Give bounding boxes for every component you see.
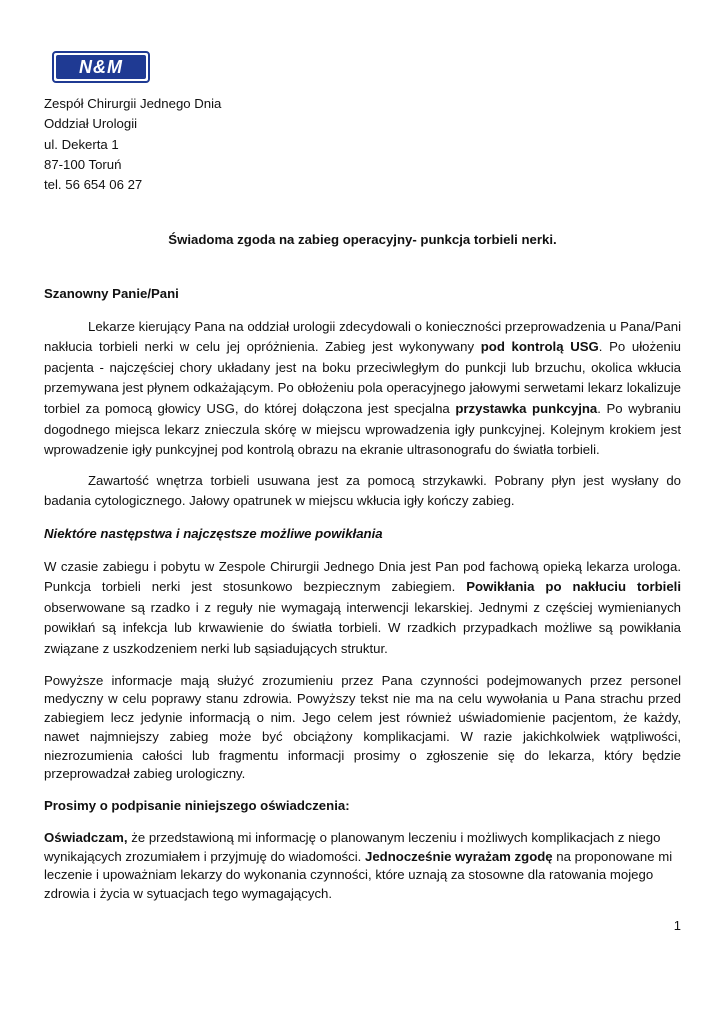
address-line: 87-100 Toruń: [44, 156, 122, 172]
clinic-logo: [52, 51, 150, 83]
address-line: Oddział Urologii: [44, 116, 138, 132]
paragraph-declaration: Oświadczam, że przedstawioną mi informację o planowanym leczeniu i możliwych komplikacjach z niego wynikających zrozumiałem i przyjmuję do wiadomości. Jednocześnie wyrażam zgodę na proponowane mi leczenie i upoważniam lekarzy do wykonania czynności, które uznają za stosowne dla ratowania mojego zdrowia i życia w sytuacjach tego wymagających.: [44, 829, 673, 902]
signature-request: Prosimy o podpisanie niniejszego oświadczenia:: [44, 798, 350, 814]
paragraph-aspiration: Zawartość wnętrza torbieli usuwana jest za pomocą strzykawki. Pobrany płyn jest wysłany do badania cytologicznego. Jałowy opatrunek w miejscu wkłucia igły kończy zabieg.: [44, 472, 681, 509]
clinic-address: [44, 94, 221, 195]
page-number: 1: [673, 918, 681, 933]
paragraph-procedure: Lekarze kierujący Pana na oddział urologii zdecydowali o konieczności przeprowadzenia u Pana/Pani nakłucia torbieli nerki w celu jej opróżnienia. Zabieg jest wykonywany pod kontrolą USG. Po ułożeniu pacjenta - najczęściej chory układany jest na boku przeciwległym do punkcji lub brzuchu, okolica wkłucia przemywana jest płynem odkażającym. Po obłożeniu pola operacyjnego jałowymi serwetami lekarz lokalizuje torbiel za pomocą głowicy USG, do której dołączona jest specjalna przystawka punkcyjna. Po wybraniu dogodnego miejsca lekarz znieczula skórę w miejscu wprowadzenia igły punkcyjnej. Kolejnym krokiem jest wprowadzenie igły punkcyjnej pod kontrolą obrazu na ekranie ultrasonografu do światła torbieli.: [44, 318, 682, 458]
greeting: Szanowny Panie/Pani: [44, 286, 179, 301]
address-line: ul. Dekerta 1: [44, 136, 119, 152]
paragraph-information: Powyższe informacje mają służyć zrozumieniu przez Pana czynności podejmowanych przez personel medyczny w celu poprawy stanu zdrowia. Powyższy tekst nie ma na celu wywołania u Pana strachu przed zabiegiem lecz jedynie informacją o nim. Jego celem jest również uświadomienie pacjentom, że każdy, nawet najmniejszy zabieg może być obciążony komplikacjami. W razie jakichkolwiek wątpliwości, niezrozumienia całości lub fragmentu informacji prosimy o zgłoszenie się do lekarza, który będzie przeprowadzał zabieg urologiczny.: [44, 672, 681, 782]
emphasis-usg: pod kontrolą USG: [480, 339, 599, 355]
emphasis-consent: Jednocześnie wyrażam zgodę: [365, 848, 553, 864]
section-heading: Niektóre następstwa i najczęstsze możliwe powikłania: [44, 525, 383, 541]
document-title: Świadoma zgoda na zabieg operacyjny- punkcja torbieli nerki.: [168, 232, 557, 247]
address-line: tel. 56 654 06 27: [44, 177, 143, 193]
address-line: Zespół Chirurgii Jednego Dnia: [44, 96, 222, 111]
emphasis-complications: Powikłania po nakłuciu torbieli: [466, 579, 681, 595]
paragraph-complications: W czasie zabiegu i pobytu w Zespole Chirurgii Jednego Dnia jest Pan pod fachową opieką lekarza urologa. Punkcja torbieli nerki jest stosunkowo bezpiecznym zabiegiem. Powikłania po nakłuciu torbieli obserwowane są rzadko i z reguły nie wymagają interwencji lekarskiej. Jednymi z częściej wymienianych powikłań są infekcja lub krwawienie do światła torbieli. W rzadkich przypadkach możliwe są powikłania związane z uszkodzeniem nerki lub sąsiadujących struktur.: [44, 558, 681, 656]
logo-text: N&M: [79, 57, 123, 77]
emphasis-declaration: Oświadczam,: [44, 829, 128, 845]
emphasis-puncture-attachment: przystawka punkcyjna: [455, 400, 598, 416]
document-body: [44, 284, 681, 904]
